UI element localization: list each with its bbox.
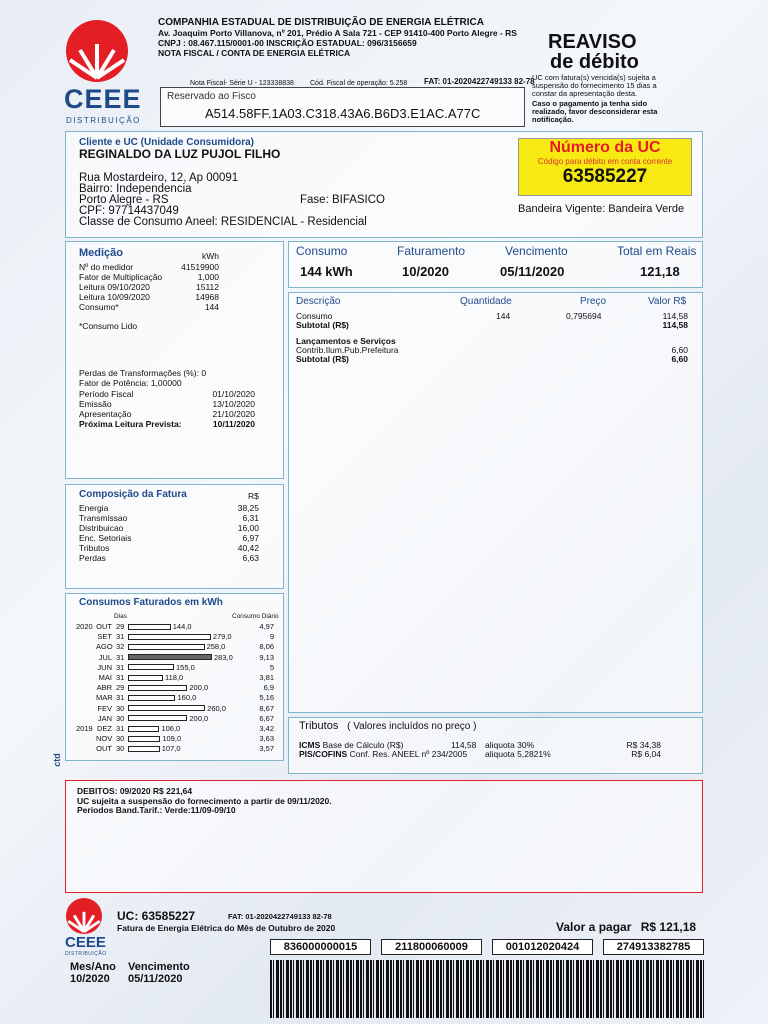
resumo-total: 121,18 [640, 264, 680, 279]
footer-venc-label: Vencimento [128, 961, 190, 973]
chart-value-label: 279,0 [212, 632, 232, 642]
itens-header-value: Valor R$ [648, 296, 687, 307]
chart-month-label: ABR [96, 683, 112, 693]
company-address: Av. Joaquim Porto Villanova, nº 201, Prédio A Sala 721 - CEP 91410-400 Porto Alegre - RS [158, 28, 517, 38]
chart-days-label: 31 [116, 673, 125, 682]
chart-value-label: 144,0 [172, 622, 192, 631]
composicao-unit: R$ [248, 491, 259, 501]
chart-bar [128, 675, 163, 681]
composicao-title: Composição da Fatura [79, 489, 187, 500]
chart-value-label: 283,0 [214, 652, 233, 662]
debitos-line3: Periodos Band.Tarif.: Verde:11/09-09/10 [77, 805, 236, 815]
chart-daily-label: 3,63 [259, 734, 274, 744]
resumo-faturamento: 10/2020 [402, 264, 449, 279]
itens-header-desc: Descrição [296, 296, 341, 307]
chart-days-label: 29 [116, 683, 125, 693]
logo-mark [66, 20, 128, 82]
cliente-street: Rua Mostardeiro, 12, Ap 00091 [79, 172, 239, 184]
resumo-header-consumo: Consumo [296, 244, 348, 258]
footer-logo-mark [66, 898, 102, 934]
chart-bar [128, 715, 187, 721]
chart-month-label: OUT [96, 622, 112, 631]
numero-uc-box [518, 138, 692, 196]
footer-mes-value: 10/2020 [70, 973, 110, 985]
chart-daily-label: 4,97 [259, 622, 274, 631]
item-consumo-value: 114,58 [662, 311, 688, 321]
subtotal-2: Subtotal (R$) 6,60 [296, 354, 688, 364]
chart-daily-label: 8,67 [259, 703, 274, 713]
chart-bar [128, 664, 174, 670]
itens-header-qty: Quantidade [460, 296, 512, 307]
chart-year-label: 2020 [76, 622, 93, 631]
chart-month-label: AGO [96, 642, 113, 652]
chart-month-label: OUT [96, 744, 112, 754]
consumos-col-dias: Dias [114, 613, 128, 620]
resumo-header-total: Total em Reais [617, 244, 697, 258]
medicao-rows [79, 262, 219, 312]
tributo-pis: PIS/COFINS Conf. Res. ANEEL nº 234/2005 aliquota 5,2821% R$ 6,04 [299, 749, 661, 759]
chart-value-label: 155,0 [176, 662, 195, 672]
chart-month-label: JUN [97, 662, 112, 672]
footer-logo-sub: DISTRIBUIÇÃO [65, 951, 107, 957]
chart-month-label: MAI [98, 673, 112, 682]
cliente-cpf: CPF: 97714437049 [79, 205, 179, 217]
resumo-vencimento: 05/11/2020 [500, 264, 565, 279]
chart-daily-label: 5 [269, 662, 274, 672]
chart-days-label: 31 [116, 662, 125, 672]
footer-mes-label: Mes/Ano [70, 961, 116, 973]
chart-value-label: 160,0 [177, 693, 197, 703]
cliente-city: Porto Alegre - RS [79, 194, 169, 206]
logo-brand: CEEE [64, 84, 142, 114]
chart-days-label: 31 [116, 724, 125, 733]
lanc-item: Contrib.Ilum.Pub.Prefeitura 6,60 [296, 345, 688, 355]
barcode-field-2: 211800060009 [381, 939, 482, 955]
chart-bar [128, 644, 205, 650]
lanc-title: Lançamentos e Serviços [296, 336, 396, 346]
barcode [270, 960, 704, 1018]
side-mark: ctd [51, 753, 62, 767]
resumo-header-faturamento: Faturamento [397, 244, 466, 258]
footer-valor-amount: R$ 121,18 [640, 920, 697, 934]
chart-days-label: 30 [116, 734, 125, 744]
company-cnpj: CNPJ : 08.467.115/0001-00 INSCRIÇÃO ESTADUAL: 096/3156659 [158, 38, 417, 48]
consumos-chart [70, 622, 280, 756]
chart-days-label: 30 [116, 703, 125, 713]
document-type: NOTA FISCAL / CONTA DE ENERGIA ELÉTRICA [158, 48, 351, 58]
composicao-rows [79, 503, 259, 563]
medicao-row: Leitura 10/09/2020 14968 [79, 292, 219, 302]
chart-value-label: 200,0 [189, 713, 209, 723]
tributos-subtitle: ( Valores incluídos no preço ) [347, 721, 477, 732]
chart-month-label: NOV [96, 734, 113, 744]
medicao-perdas: Perdas de Transformações (%): 0 [79, 368, 207, 378]
date-row: Período Fiscal 01/10/2020 [79, 389, 255, 399]
medicao-row: Leitura 09/10/2020 15112 [79, 282, 219, 292]
chart-bar [128, 705, 205, 711]
chart-days-label: 32 [116, 642, 125, 652]
chart-month-label: FEV [97, 703, 112, 713]
chart-daily-label: 3,81 [259, 673, 274, 682]
nf-series: Nota Fiscal- Série U - 123338838 [190, 80, 294, 87]
chart-bar [128, 726, 159, 732]
footer-venc-value: 05/11/2020 [128, 973, 183, 985]
reaviso-text: UC com fatura(s) vencida(s) sujeita a suspensão do fornecimento 15 dias a constar da apresentação desta. [532, 73, 657, 98]
chart-daily-label: 6,67 [259, 713, 274, 723]
medicao-dates [79, 389, 255, 429]
fisco-label: Reservado ao Fisco [167, 91, 256, 102]
chart-days-label: 31 [116, 693, 125, 703]
nf-cfop: Cód. Fiscal de operação: 5.258 [310, 80, 408, 87]
chart-bar [128, 685, 187, 691]
cliente-title: Cliente e UC (Unidade Consumidora) [79, 137, 255, 148]
chart-month-label: SET [97, 632, 112, 642]
composicao-row: Perdas 6,63 [79, 553, 259, 563]
resumo-consumo: 144 kWh [300, 264, 353, 279]
composicao-row: Enc. Setoriais 6,97 [79, 533, 259, 543]
chart-month-label: DEZ [97, 724, 112, 733]
item-consumo-price: 0,795694 [566, 311, 602, 321]
itens-header-price: Preço [580, 296, 607, 307]
resumo-header-vencimento: Vencimento [505, 244, 568, 258]
tributos-label: Tributos [299, 720, 339, 732]
fisco-box [160, 87, 525, 127]
date-row: Próxima Leitura Prevista: 10/11/2020 [79, 419, 255, 429]
logo [62, 20, 152, 130]
tributos-title [299, 720, 476, 732]
chart-bar [128, 736, 160, 742]
chart-bar [128, 634, 211, 640]
cliente-name: REGINALDO DA LUZ PUJOL FILHO [79, 147, 281, 161]
reaviso-title: REAVISO [548, 31, 637, 53]
chart-month-label: JUL [98, 652, 112, 662]
footer-mes [70, 961, 116, 985]
composicao-row: Energia 38,25 [79, 503, 259, 513]
chart-month-label: JAN [97, 713, 112, 723]
chart-value-label: 106,0 [161, 724, 181, 733]
medicao-fator: Fator de Potência: 1,00000 [79, 378, 182, 388]
item-consumo-label: Consumo [296, 311, 333, 321]
date-row: Emissão 13/10/2020 [79, 399, 255, 409]
footer-logo [64, 898, 114, 958]
debitos-line1: DEBITOS: 09/2020 R$ 221,64 [77, 786, 193, 796]
chart-daily-label: 6,9 [263, 683, 274, 693]
chart-daily-label: 8,06 [259, 642, 274, 652]
consumos-col-diario: Consumo Diário [232, 613, 279, 620]
chart-bar [128, 746, 160, 752]
composicao-row: Tributos 40,42 [79, 543, 259, 553]
item-consumo-qty: 144 [496, 311, 511, 321]
barcode-field-3: 001012020424 [492, 939, 593, 955]
barcode-field-4: 274913382785 [603, 939, 704, 955]
chart-value-label: 260,0 [207, 703, 226, 713]
footer-desc: Fatura de Energia Elétrica do Mês de Outubro de 2020 [117, 923, 336, 933]
chart-daily-label: 3,57 [259, 744, 274, 754]
chart-days-label: 31 [116, 632, 125, 642]
medicao-unit: kWh [202, 251, 219, 261]
debitos-line2: UC sujeita a suspensão do fornecimento a partir de 09/11/2020. [77, 796, 332, 806]
chart-days-label: 31 [116, 652, 125, 662]
chart-days-label: 30 [116, 744, 125, 754]
cliente-classe: Classe de Consumo Aneel: RESIDENCIAL - Residencial [79, 216, 367, 228]
chart-days-label: 30 [116, 713, 125, 723]
numero-uc-sub: Código para débito em conta corrente [537, 157, 673, 166]
chart-bar [128, 695, 175, 701]
footer-uc: UC: 63585227 [117, 909, 196, 923]
numero-uc-value: 63585227 [562, 166, 648, 187]
chart-value-label: 258,0 [206, 642, 226, 652]
chart-daily-label: 9 [269, 632, 274, 642]
fisco-code: A514.58FF.1A03.C318.43A6.B6D3.E1AC.A77C [205, 106, 481, 121]
medicao-row: Nº do medidor 41519900 [79, 262, 219, 272]
footer-fat: FAT: 01-2020422749133 82-78 [228, 912, 332, 921]
chart-year-label: 2019 [76, 724, 93, 733]
cliente-fase: Fase: BIFASICO [300, 194, 385, 206]
reaviso-subtitle: de débito [550, 51, 639, 73]
company-name: COMPANHIA ESTADUAL DE DISTRIBUIÇÃO DE ENERGIA ELÉTRICA [158, 17, 484, 28]
chart-value-label: 107,0 [161, 744, 181, 754]
chart-value-label: 109,0 [162, 734, 182, 744]
chart-bar [128, 624, 171, 630]
chart-daily-label: 3,42 [259, 724, 274, 733]
footer-logo-brand: CEEE [65, 934, 106, 951]
subtotal-1: Subtotal (R$) 114,58 [296, 320, 688, 330]
bandeira: Bandeira Vigente: Bandeira Verde [518, 203, 685, 215]
medicao-row: Fator de Multiplicação 1,000 [79, 272, 219, 282]
composicao-row: Distribuicao 16,00 [79, 523, 259, 533]
reaviso-block [532, 32, 682, 124]
tributo-icms: ICMS Base de Cálculo (R$) 114,58 aliquota 30% R$ 34,38 [299, 740, 661, 750]
footer-valor [556, 920, 696, 934]
chart-daily-label: 9,13 [259, 652, 274, 662]
company-info [158, 18, 518, 58]
footer-venc [128, 961, 190, 985]
debitos-box [65, 780, 703, 893]
chart-month-label: MAR [96, 693, 113, 703]
chart-bar [128, 654, 212, 660]
numero-uc-title: Número da UC [549, 139, 661, 156]
reaviso-note: Caso o pagamento ja tenha sido realizado, favor desconsiderar esta notificação. [532, 99, 658, 124]
chart-daily-label: 5,16 [259, 693, 274, 703]
chart-days-label: 29 [116, 622, 125, 631]
medicao-title: Medição [79, 247, 124, 259]
logo-sub: DISTRIBUIÇÃO [66, 116, 141, 125]
chart-value-label: 200,0 [189, 683, 209, 693]
cliente-bairro: Bairro: Independencia [79, 183, 192, 195]
footer-valor-label: Valor a pagar [556, 920, 632, 934]
nf-fat: FAT: 01-2020422749133 82-78 [424, 77, 535, 86]
medicao-row: Consumo* 144 [79, 302, 219, 312]
consumos-title: Consumos Faturados em kWh [79, 597, 223, 608]
barcode-field-1: 836000000015 [270, 939, 371, 955]
chart-value-label: 118,0 [165, 673, 184, 682]
composicao-row: Transmissao 6,31 [79, 513, 259, 523]
date-row: Apresentação 21/10/2020 [79, 409, 255, 419]
medicao-note: *Consumo Lido [79, 321, 138, 331]
